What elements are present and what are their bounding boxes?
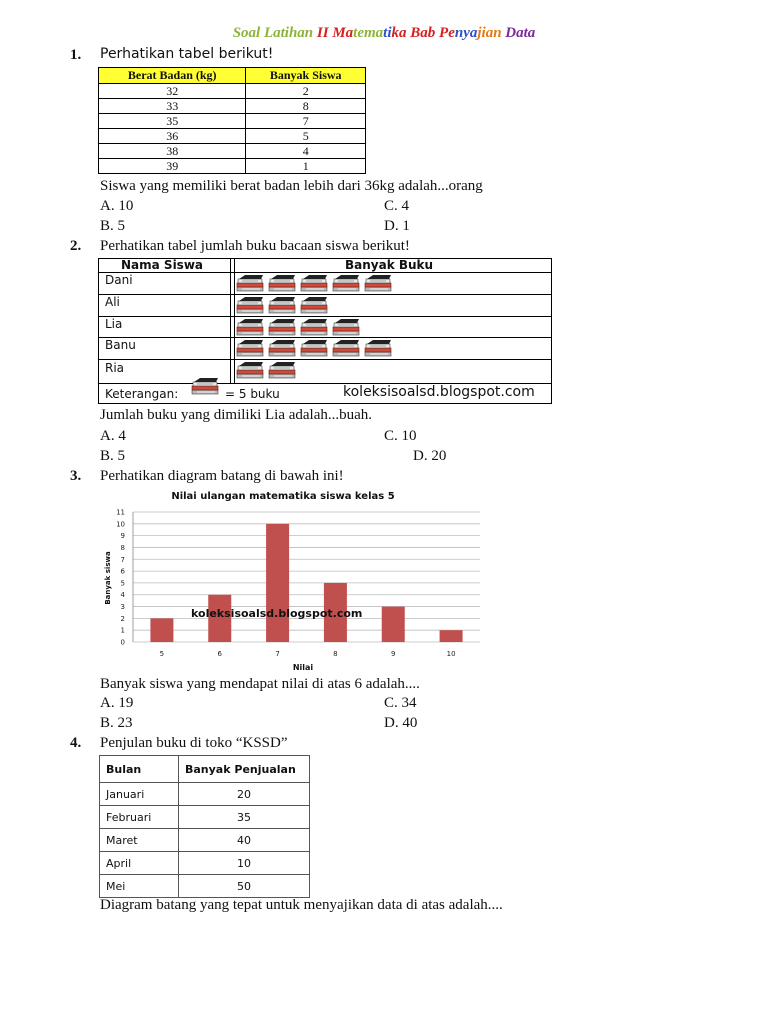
table-cell: Maret bbox=[100, 829, 179, 852]
y-tick-label: 1 bbox=[120, 626, 125, 635]
pictogram-header bbox=[99, 259, 551, 273]
y-tick-label: 3 bbox=[120, 603, 125, 612]
table-row bbox=[100, 783, 310, 806]
title-word: Data bbox=[505, 25, 536, 41]
x-tick-label: 9 bbox=[391, 650, 396, 658]
book-stack-icon bbox=[300, 275, 328, 292]
book-stack-icon bbox=[268, 319, 296, 336]
q3-question: Banyak siswa yang mendapat nilai di atas 6 adalah.... bbox=[100, 676, 420, 692]
chart-y-label: Banyak siswa bbox=[104, 551, 112, 605]
q3-option-b: B. 23 bbox=[100, 715, 133, 731]
title-word: Bab bbox=[410, 25, 436, 41]
title-part: ka bbox=[391, 25, 407, 41]
q3-option-c: C. 34 bbox=[384, 695, 417, 711]
pictogram-row-name: Dani bbox=[105, 273, 133, 287]
pictogram-header-name: Nama Siswa bbox=[121, 258, 204, 272]
title-part: Ma bbox=[332, 25, 354, 41]
book-stack-icon bbox=[332, 275, 360, 292]
q1-option-a: A. 10 bbox=[100, 198, 134, 214]
table-cell: 5 bbox=[246, 129, 366, 144]
pictogram-divider bbox=[230, 259, 235, 384]
x-tick-label: 10 bbox=[446, 650, 456, 658]
table-cell: 10 bbox=[179, 852, 310, 875]
title-word: II bbox=[316, 25, 329, 41]
bar bbox=[382, 607, 405, 642]
title-part: tema bbox=[353, 25, 384, 41]
q1-header-weight: Berat Badan (kg) bbox=[99, 68, 246, 84]
table-cell: 20 bbox=[179, 783, 310, 806]
table-cell: 40 bbox=[179, 829, 310, 852]
book-stack-icon bbox=[364, 275, 392, 292]
q1-question: Siswa yang memiliki berat badan lebih dari 36kg adalah...orang bbox=[100, 178, 483, 194]
watermark-text: koleksisoalsd.blogspot.com bbox=[343, 384, 535, 400]
title-word: Soal bbox=[232, 25, 261, 41]
chart-title: Nilai ulangan matematika siswa kelas 5 bbox=[171, 491, 395, 502]
q2-option-b: B. 5 bbox=[100, 448, 126, 464]
q1-header-count: Banyak Siswa bbox=[246, 68, 366, 84]
book-stack-icon bbox=[300, 340, 328, 357]
pictogram-row bbox=[99, 360, 551, 384]
pictogram-row bbox=[99, 295, 551, 317]
table-cell: 39 bbox=[99, 159, 246, 174]
x-tick-label: 8 bbox=[333, 650, 338, 658]
book-stack-icon bbox=[236, 275, 264, 292]
table-cell: April bbox=[100, 852, 179, 875]
title-word bbox=[332, 25, 406, 41]
q2-option-d: D. 20 bbox=[413, 448, 447, 464]
q1-option-c: C. 4 bbox=[384, 198, 410, 214]
table-row bbox=[99, 114, 366, 129]
q3-number: 3. bbox=[70, 468, 82, 484]
x-tick-label: 6 bbox=[217, 650, 222, 658]
y-tick-label: 8 bbox=[120, 543, 125, 552]
q2-option-c: C. 10 bbox=[384, 428, 417, 444]
book-stack-icon bbox=[268, 275, 296, 292]
title-part: nya bbox=[454, 25, 478, 41]
pictogram-header-books: Banyak Buku bbox=[345, 258, 434, 272]
q2-prompt: Perhatikan tabel jumlah buku bacaan siswa berikut! bbox=[100, 238, 410, 254]
table-row bbox=[100, 806, 310, 829]
q3-bar-chart bbox=[98, 486, 488, 676]
y-tick-label: 5 bbox=[120, 579, 125, 588]
y-tick-label: 7 bbox=[120, 555, 125, 564]
title-part: Pe bbox=[439, 25, 455, 41]
table-row bbox=[99, 84, 366, 99]
q4-header-month: Bulan bbox=[100, 756, 179, 783]
title-word bbox=[439, 25, 502, 41]
book-stack-icon bbox=[300, 297, 328, 314]
table-cell: 50 bbox=[179, 875, 310, 898]
book-stack-icon bbox=[236, 319, 264, 336]
chart-watermark: koleksisoalsd.blogspot.com bbox=[191, 607, 363, 620]
book-stack-icon bbox=[268, 297, 296, 314]
table-cell: 36 bbox=[99, 129, 246, 144]
pictogram-row bbox=[99, 273, 551, 295]
book-stack-icon bbox=[364, 340, 392, 357]
pictogram-row bbox=[99, 317, 551, 338]
page-title bbox=[0, 25, 768, 42]
table-cell: 1 bbox=[246, 159, 366, 174]
table-cell: Mei bbox=[100, 875, 179, 898]
book-stack-icon bbox=[332, 340, 360, 357]
book-stack-icon bbox=[236, 340, 264, 357]
y-tick-label: 2 bbox=[120, 614, 125, 623]
table-cell: 8 bbox=[246, 99, 366, 114]
pictogram-row-name: Ali bbox=[105, 295, 120, 309]
pictogram-row bbox=[99, 338, 551, 360]
q1-option-b: B. 5 bbox=[100, 218, 126, 234]
x-tick-label: 5 bbox=[159, 650, 165, 658]
chart-x-ticks bbox=[160, 650, 456, 658]
table-row bbox=[99, 144, 366, 159]
table-cell: 2 bbox=[246, 84, 366, 99]
table-cell: 33 bbox=[99, 99, 246, 114]
y-tick-label: 9 bbox=[120, 532, 125, 541]
q4-header-sales: Banyak Penjualan bbox=[179, 756, 310, 783]
bar bbox=[440, 630, 463, 642]
book-stack-icon bbox=[332, 319, 360, 336]
table-row bbox=[100, 875, 310, 898]
title-word: Latihan bbox=[263, 25, 314, 41]
book-stack-icon bbox=[300, 319, 328, 336]
q1-number: 1. bbox=[70, 47, 82, 63]
chart-gridlines bbox=[133, 512, 480, 642]
legend-value: = 5 buku bbox=[225, 387, 280, 401]
book-stack-icon bbox=[268, 362, 296, 379]
q1-prompt: Perhatikan tabel berikut! bbox=[100, 46, 274, 62]
title-part: ti bbox=[383, 25, 392, 41]
y-tick-label: 6 bbox=[120, 567, 125, 576]
bar bbox=[150, 618, 173, 642]
q4-question: Diagram batang yang tepat untuk menyajikan data di atas adalah.... bbox=[100, 897, 503, 913]
q3-prompt: Perhatikan diagram batang di bawah ini! bbox=[100, 468, 344, 484]
pictogram-legend bbox=[99, 384, 551, 404]
table-cell: 4 bbox=[246, 144, 366, 159]
table-cell: Januari bbox=[100, 783, 179, 806]
y-tick-label: 10 bbox=[116, 520, 125, 529]
pictogram-row-name: Banu bbox=[105, 338, 136, 352]
book-stack-icon bbox=[191, 378, 219, 395]
q2-pictogram-table bbox=[98, 258, 552, 404]
y-tick-label: 11 bbox=[116, 508, 125, 517]
table-row bbox=[99, 159, 366, 174]
q4-sales-table bbox=[99, 755, 310, 898]
q2-option-a: A. 4 bbox=[100, 428, 126, 444]
pictogram-row-name: Ria bbox=[105, 361, 125, 375]
table-cell: 38 bbox=[99, 144, 246, 159]
table-row bbox=[99, 99, 366, 114]
pictogram-row-name: Lia bbox=[105, 317, 123, 331]
table-cell: 32 bbox=[99, 84, 246, 99]
y-tick-label: 0 bbox=[120, 638, 125, 647]
title-part: jian bbox=[477, 25, 502, 41]
x-tick-label: 7 bbox=[275, 650, 280, 658]
book-stack-icon bbox=[236, 362, 264, 379]
q1-option-d: D. 1 bbox=[384, 218, 410, 234]
q3-option-a: A. 19 bbox=[100, 695, 134, 711]
legend-label: Keterangan: bbox=[105, 387, 179, 401]
table-cell: 35 bbox=[99, 114, 246, 129]
book-stack-icon bbox=[268, 340, 296, 357]
chart-x-label: Nilai bbox=[292, 663, 314, 672]
table-cell: 7 bbox=[246, 114, 366, 129]
chart-y-ticks bbox=[116, 509, 125, 647]
table-cell: Februari bbox=[100, 806, 179, 829]
q2-number: 2. bbox=[70, 238, 82, 254]
y-tick-label: 4 bbox=[120, 591, 125, 600]
book-stack-icon bbox=[236, 297, 264, 314]
table-row bbox=[99, 129, 366, 144]
q4-number: 4. bbox=[70, 735, 82, 751]
table-row bbox=[100, 829, 310, 852]
q4-prompt: Penjulan buku di toko “KSSD” bbox=[100, 735, 288, 751]
q3-option-d: D. 40 bbox=[384, 715, 418, 731]
table-cell: 35 bbox=[179, 806, 310, 829]
table-row bbox=[100, 852, 310, 875]
bar bbox=[266, 524, 289, 642]
q1-weight-table bbox=[98, 67, 366, 174]
q2-question: Jumlah buku yang dimiliki Lia adalah...buah. bbox=[100, 407, 373, 423]
